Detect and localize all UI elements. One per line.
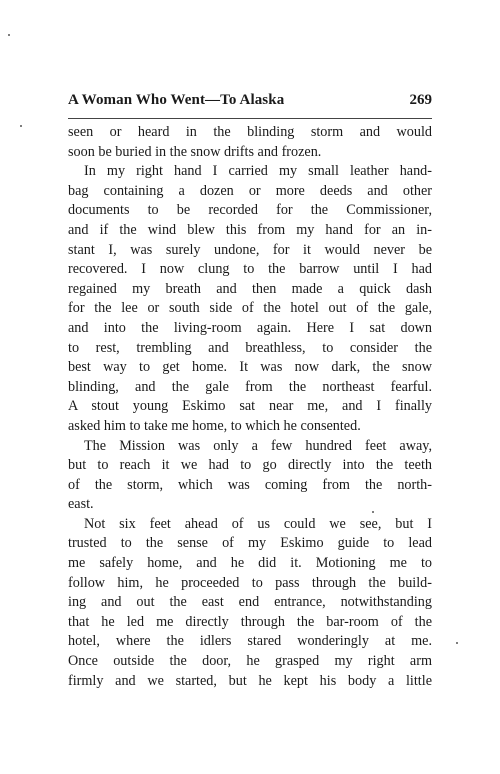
text-line: follow him, he proceeded to pass through the build-: [68, 574, 432, 591]
text-line: and if the wind blew this from my hand for an in-: [68, 221, 432, 238]
text-line: bag containing a dozen or more deeds and other: [68, 182, 432, 199]
text-line: Once outside the door, he grasped my right arm: [68, 653, 432, 670]
text-line: Not six feet ahead of us could we see, but I: [84, 515, 432, 532]
text-line: blinding, and the gale from the northeast fearful.: [68, 378, 432, 395]
text-line: that he led me directly through the bar-room of the: [68, 613, 432, 630]
scan-speck: [456, 642, 458, 644]
text-line: to rest, trembling and breathless, to consider the: [68, 339, 432, 356]
running-header: [68, 92, 432, 114]
text-line: A stout young Eskimo sat near me, and I finally: [68, 398, 432, 415]
text-line: asked him to take me home, to which he consented.: [68, 417, 361, 434]
text-line: recovered. I now clung to the barrow until I had: [68, 261, 432, 278]
page-number: 269: [409, 92, 432, 108]
text-line: best way to get home. It was now dark, the snow: [68, 359, 432, 376]
text-line: stant I, was surely undone, for it would never be: [68, 241, 432, 258]
scan-speck: [8, 34, 10, 36]
text-line: and into the living-room again. Here I sat down: [68, 319, 432, 336]
scan-speck: [20, 125, 22, 127]
running-title: A Woman Who Went—To Alaska: [68, 92, 285, 108]
body-text: [68, 123, 432, 691]
text-line: me safely home, and he did it. Motioning me to: [68, 555, 432, 572]
text-line: In my right hand I carried my small leather hand-: [84, 163, 432, 180]
text-line: soon be buried in the snow drifts and frozen.: [68, 143, 322, 160]
header-rule: [68, 118, 432, 119]
text-line: for the lee or south side of the hotel out of the gale,: [68, 300, 432, 317]
text-line: ing and out the east end entrance, notwithstanding: [68, 594, 432, 611]
text-line: east.: [68, 496, 94, 513]
text-line: firmly and we started, but he kept his body a little: [68, 672, 432, 689]
text-line: hotel, where the idlers stared wonderingly at me.: [68, 633, 432, 650]
text-line: but to reach it we had to go directly into the teeth: [68, 457, 432, 474]
text-line: trusted to the sense of my Eskimo guide to lead: [68, 535, 432, 552]
text-line: seen or heard in the blinding storm and would: [68, 124, 432, 140]
text-line: documents to be recorded for the Commissioner,: [68, 202, 432, 219]
text-line: The Mission was only a few hundred feet away,: [84, 437, 432, 454]
text-line: regained my breath and then made a quick dash: [68, 280, 432, 297]
text-line: of the storm, which was coming from the north-: [68, 476, 432, 493]
